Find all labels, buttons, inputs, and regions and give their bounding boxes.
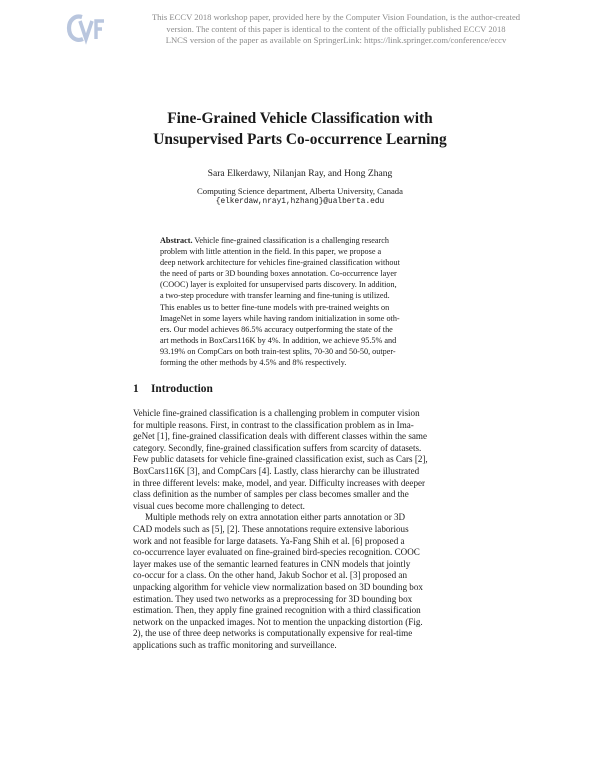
body-line: Multiple methods rely on extra annotation either parts annotation or 3D <box>145 512 406 523</box>
notice-line: This ECCV 2018 workshop paper, provided here by the Computer Vision Foundation, is the author-created <box>151 12 521 22</box>
abstract-line: a two-step procedure with transfer learning and fine-tuning is utilized. <box>160 291 390 301</box>
abstract-line <box>160 235 440 246</box>
body-line: 2), the use of three deep networks is computationally expensive for real-time <box>133 628 413 639</box>
title-line: Unsupervised Parts Co-occurrence Learning <box>153 131 447 148</box>
body-line: Few public datasets for vehicle fine-grained classification exist, such as Cars [2], <box>133 454 428 465</box>
body-line: geNet [1], fine-grained classification deals with different classes within the same <box>133 431 428 442</box>
abstract-label: Abstract. <box>160 236 193 245</box>
publication-notice <box>116 12 556 47</box>
section-heading <box>133 383 213 395</box>
abstract-line: 93.19% on CompCars on both train-test splits, 70-30 and 50-50, outper- <box>160 346 396 356</box>
section-title: Introduction <box>151 383 213 395</box>
cvf-logo <box>66 12 106 46</box>
body-line: BoxCars116K [3], and CompCars [4]. Lastly, class hierarchy can be illustrated <box>133 465 420 476</box>
author-list: Sara Elkerdawy, Nilanjan Ray, and Hong Zhang <box>207 168 393 179</box>
body-line: Vehicle fine-grained classification is a challenging problem in computer vision <box>133 408 420 418</box>
abstract-line: problem with little attention in the field. In this paper, we propose a <box>160 247 382 257</box>
abstract-line: (COOC) layer is exploited for unsupervised parts discovery. In addition, <box>160 280 397 290</box>
body-line: visual cues become more challenging to detect. <box>133 500 305 511</box>
paper-title <box>0 108 600 150</box>
body-line: for multiple reasons. First, in contrast to the classification problem as in Ima- <box>133 419 414 430</box>
abstract-line: forming the other methods by 4.5% and 8% respectively. <box>160 358 347 368</box>
body-line: layer makes use of the semantic learned features in CNN models that jointly <box>133 558 411 569</box>
abstract-line: deep network architecture for vehicles fine-grained classification without <box>160 258 400 268</box>
affiliation-block <box>0 186 600 208</box>
introduction-body <box>133 408 469 651</box>
body-line: CAD models such as [5], [2]. These annotations require extensive laborious <box>133 523 409 534</box>
notice-line: version. The content of this paper is identical to the content of the officially published ECCV 2018 <box>166 23 506 34</box>
abstract-line: the need of parts or 3D bounding boxes annotation. Co-occurrence layer <box>160 269 397 279</box>
abstract-line: This enables us to better fine-tune models with pre-trained weights on <box>160 302 390 312</box>
body-line: applications such as traffic monitoring and surveillance. <box>133 639 337 650</box>
affiliation: Computing Science department, Alberta University, Canada <box>197 186 403 196</box>
title-line: Fine-Grained Vehicle Classification with <box>167 110 433 127</box>
body-line: unpacking algorithm for vehicle view normalization based on 3D bounding box <box>133 581 423 592</box>
body-line: co-occur for a class. On the other hand, Jakub Sochor et al. [3] proposed an <box>133 570 407 581</box>
section-number: 1 <box>133 383 139 395</box>
notice-line: LNCS version of the paper as available on SpringerLink: https://link.springer.com/conference/eccv <box>165 35 507 45</box>
abstract <box>160 235 440 368</box>
abstract-line: art methods in BoxCars116K by 4%. In addition, we achieve 95.5% and <box>160 335 397 345</box>
body-line: network on the unpacked images. Not to mention the unpacking distortion (Fig. <box>133 616 423 627</box>
body-line: class definition as the number of samples per class becomes smaller and the <box>133 489 409 500</box>
author-emails: {elkerdaw,nray1,hzhang}@ualberta.edu <box>215 198 385 206</box>
body-line: category. Secondly, fine-grained classification suffers from scarcity of datasets. <box>133 442 422 453</box>
body-line: work and not feasible for large datasets. Ya-Fang Shih et al. [6] proposed a <box>133 535 405 546</box>
abstract-line: ImageNet in some layers while having random initialization in some oth- <box>160 313 400 323</box>
body-line: estimation. Then, they apply fine grained recognition with a third classification <box>133 605 421 616</box>
abstract-line: ers. Our model achieves 86.5% accuracy outperforming the state of the <box>160 324 393 334</box>
body-line: co-occurrence layer evaluated on fine-grained bird-species recognition. COOC <box>133 547 420 558</box>
body-line: in three different levels: make, model, and year. Difficulty increases with deeper <box>133 477 426 488</box>
cvf-logo-icon <box>66 12 106 46</box>
abstract-text: Vehicle fine-grained classification is a challenging research <box>192 236 390 245</box>
body-line: estimation. They used two networks as a preprocessing for 3D bounding box <box>133 593 413 604</box>
